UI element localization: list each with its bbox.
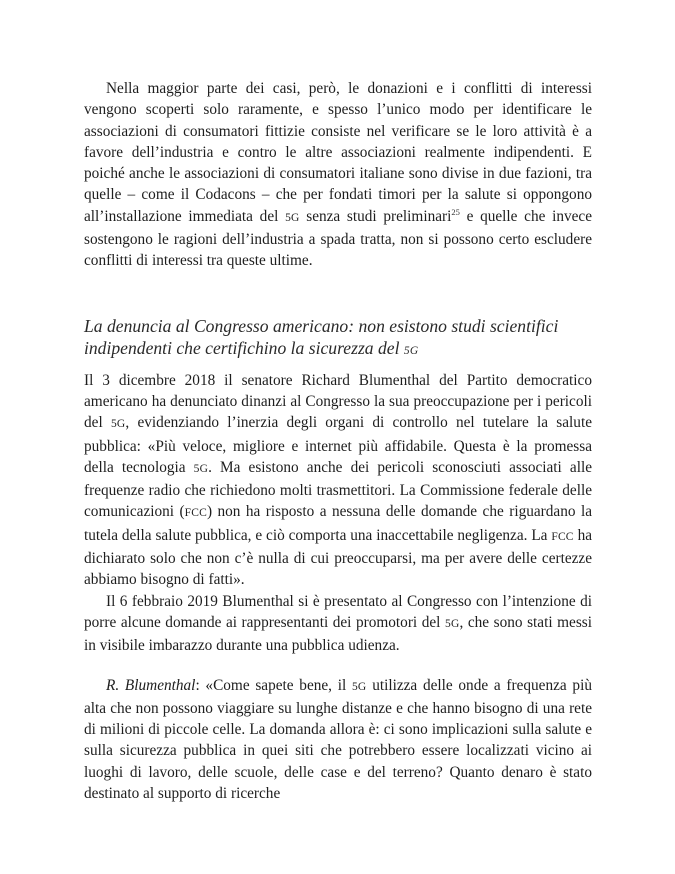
paragraph-dialogue [84, 675, 592, 805]
p2-text-4: ) non ha risposto a nessuna delle domande che riguardano la tutela della salute pubblica, e ciò comporta una inaccettabile negligenza. La [84, 503, 592, 544]
p3-text-1: Il 6 febbraio 2019 Blumenthal si è presentato al Congresso con l’intenzione di porre alcune domande ai rappresentanti dei promotori del [84, 592, 592, 631]
p2-small-caps-2: 5G [193, 462, 209, 475]
paragraph-donations [84, 78, 592, 272]
p2-text-1: Il 3 dicembre 2018 il senatore Richard Blumenthal del Partito democratico americano ha denunciato dinanzi al Congresso la sua preoccupazione per i pericoli del [84, 371, 592, 432]
p2-small-caps-3: FCC [184, 507, 207, 520]
p2-text-5: ha dichiarato solo che non c’è nulla di cui preoccuparsi, ma per avere delle certezze abbiamo bisogno di fatti». [84, 526, 593, 589]
p4-small-caps-1: 5G [351, 680, 367, 693]
p4-text-2: utilizza delle onde a frequenza più alta che non possono viaggiare su lunghe distanze e che hanno bisogno di una rete di milioni di piccole celle. La domanda allora è: ci sono implicazioni sulla salute e sulla sicurezza pubblica in quei siti che potrebbero essere localizzati vicino ai luoghi di lavoro, delle scuole, delle case e del terreno? Quanto denaro è stato destinato al supporto di ricerche [84, 676, 592, 803]
paragraph-blumenthal-december [84, 370, 592, 591]
paragraph-donations-text-3: e quelle che invece sostengono le ragioni dell’industria a spada tratta, non si possono certo escludere conflitti di interessi tra queste ultime. [84, 207, 593, 270]
p2-text-2: , evidenziando l’inerzia degli organi di controllo nel tutelare la salute pubblica: «Più veloce, migliore e internet più affidabile. Questa è la promessa della tecnologia [84, 414, 592, 476]
section-heading-small-caps: 5G [403, 344, 419, 357]
small-caps-5g: 5G [285, 211, 300, 224]
speaker-name: R. Blumenthal [106, 676, 196, 694]
paragraph-blumenthal-february [84, 591, 592, 657]
footnote-marker[interactable]: 25 [451, 206, 460, 217]
p2-small-caps-4: FCC [551, 530, 574, 543]
paragraph-donations-text-2: senza studi preliminari [299, 207, 452, 225]
p2-text-3: . Ma esistono anche dei pericoli sconosciuti associati alle frequenze radio che richiedono molti trasmettitori. La Commissione federale delle comunicazioni ( [84, 458, 592, 521]
p3-small-caps-1: 5G [445, 617, 460, 630]
p4-text-1: : «Come sapete bene, il [195, 676, 352, 694]
section-heading-text: La denuncia al Congresso americano: non esistono studi scientifici indipendenti che certifichino la sicurezza del [84, 315, 559, 358]
p3-text-2: , che sono stati messi in visibile imbarazzo durante una pubblica udienza. [84, 613, 592, 655]
section-heading [84, 315, 592, 362]
paragraph-donations-text-1: Nella maggior parte dei casi, però, le donazioni e i conflitti di interessi vengono scoperti solo raramente, e spesso l’unico modo per identificare le associazioni di consumatori fittizie consiste nel verificare se le loro attività è a favore dell’industria e contro le altre associazioni realmente indipendenti. E poiché anche le associazioni di consumatori italiane sono divise in due fazioni, tra quelle – come il Codacons – che per fondati timori per la salute si oppongono all’installazione immediata del [84, 80, 592, 225]
document-page [84, 78, 592, 804]
p2-small-caps-1: 5G [110, 418, 126, 431]
